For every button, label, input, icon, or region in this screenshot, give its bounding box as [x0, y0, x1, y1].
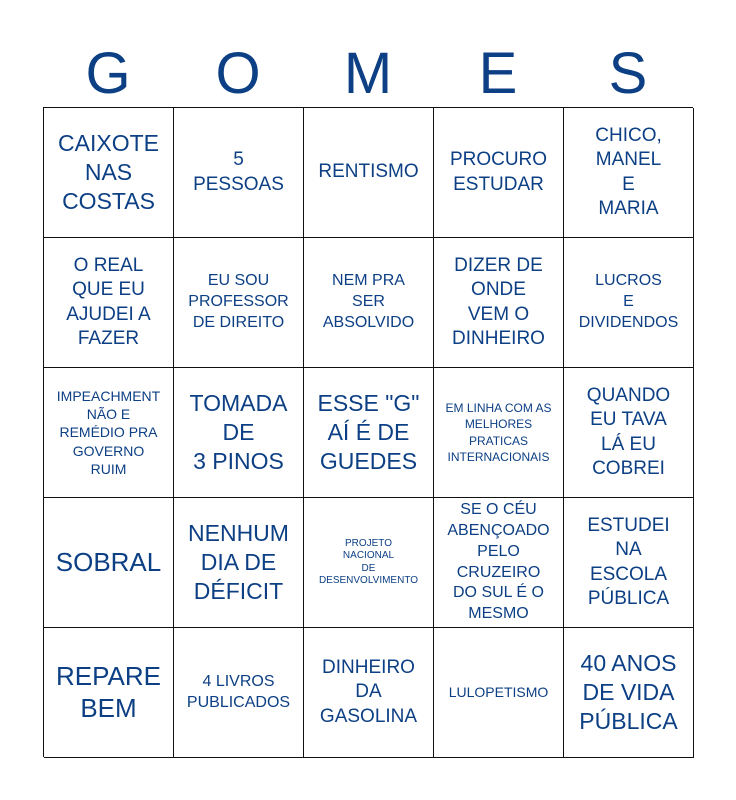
bingo-cell[interactable]: IMPEACHMENT NÃO E REMÉDIO PRA GOVERNO RUIM [44, 368, 174, 498]
bingo-cell[interactable]: PROJETO NACIONAL DE DESENVOLVIMENTO [304, 498, 434, 628]
bingo-cell[interactable]: DINHEIRO DA GASOLINA [304, 628, 434, 758]
header-letter-o: O [215, 40, 261, 106]
bingo-cell[interactable]: REPARE BEM [44, 628, 174, 758]
bingo-cell[interactable]: ESTUDEI NA ESCOLA PÚBLICA [564, 498, 694, 628]
bingo-cell[interactable]: LULOPETISMO [434, 628, 564, 758]
bingo-cell[interactable]: DIZER DE ONDE VEM O DINHEIRO [434, 238, 564, 368]
bingo-cell[interactable]: SOBRAL [44, 498, 174, 628]
bingo-cell[interactable]: EU SOU PROFESSOR DE DIREITO [174, 238, 304, 368]
bingo-cell[interactable]: TOMADA DE 3 PINOS [174, 368, 304, 498]
bingo-cell[interactable]: SE O CÉU ABENÇOADO PELO CRUZEIRO DO SUL É O MESMO [434, 498, 564, 628]
header-letter-e: E [478, 40, 518, 106]
bingo-cell[interactable]: LUCROS E DIVIDENDOS [564, 238, 694, 368]
header-letter-g: G [85, 40, 131, 106]
bingo-cell[interactable]: QUANDO EU TAVA LÁ EU COBREI [564, 368, 694, 498]
bingo-cell[interactable]: EM LINHA COM AS MELHORES PRATICAS INTERNACIONAIS [434, 368, 564, 498]
bingo-board [43, 107, 693, 757]
bingo-cell[interactable]: NEM PRA SER ABSOLVIDO [304, 238, 434, 368]
header-letter-s: S [608, 40, 648, 106]
bingo-cell[interactable]: CHICO, MANEL E MARIA [564, 108, 694, 238]
header-letter-m: M [343, 40, 393, 106]
bingo-cell[interactable]: CAIXOTE NAS COSTAS [44, 108, 174, 238]
bingo-cell[interactable]: 4 LIVROS PUBLICADOS [174, 628, 304, 758]
bingo-cell[interactable]: ESSE "G" AÍ É DE GUEDES [304, 368, 434, 498]
bingo-cell[interactable]: O REAL QUE EU AJUDEI A FAZER [44, 238, 174, 368]
bingo-cell[interactable]: NENHUM DIA DE DÉFICIT [174, 498, 304, 628]
bingo-header [43, 38, 693, 108]
bingo-cell[interactable]: RENTISMO [304, 108, 434, 238]
bingo-cell[interactable]: 40 ANOS DE VIDA PÚBLICA [564, 628, 694, 758]
bingo-cell[interactable]: 5 PESSOAS [174, 108, 304, 238]
bingo-cell[interactable]: PROCURO ESTUDAR [434, 108, 564, 238]
